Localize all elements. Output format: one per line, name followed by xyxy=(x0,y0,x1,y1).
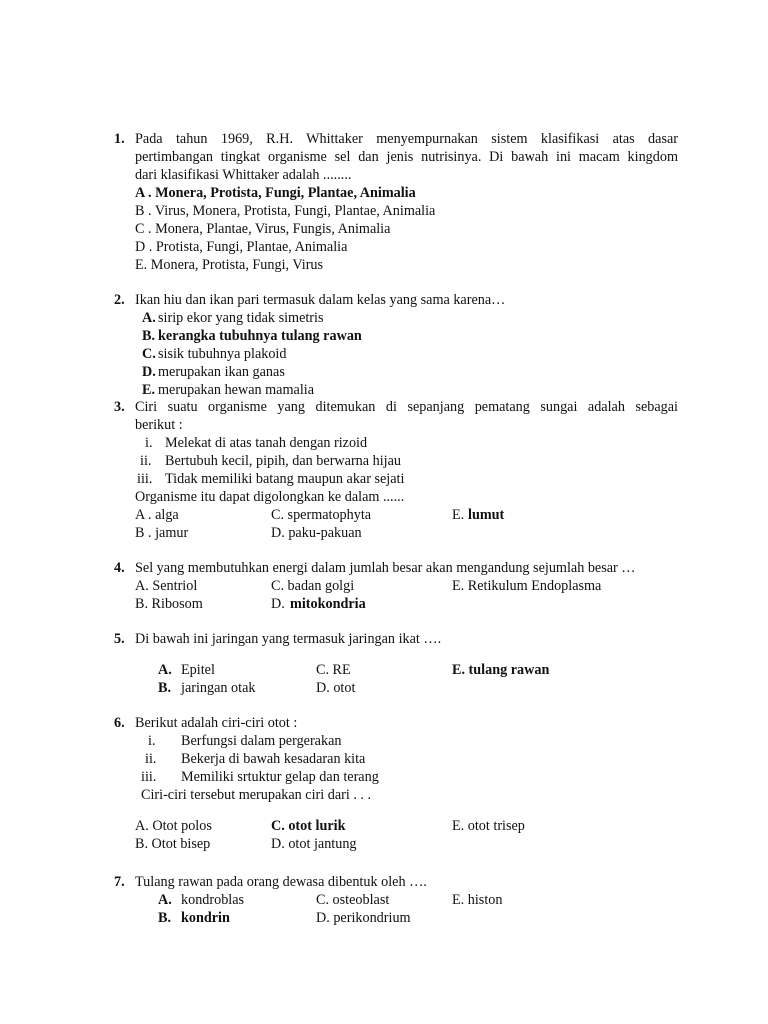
option-a-letter: A. xyxy=(142,310,156,326)
option-c: C. spermatophyta xyxy=(271,507,372,523)
option-e-letter: E. xyxy=(142,382,156,398)
question-closing: Ciri-ciri tersebut merupakan ciri dari . . . xyxy=(141,787,372,803)
question-closing: Organisme itu dapat digolongkan ke dalam ...... xyxy=(135,489,405,505)
question-stem-line: dari klasifikasi Whittaker adalah ........ xyxy=(135,167,352,183)
option-c-text: sisik tubuhnya plakoid xyxy=(158,346,287,362)
item-text: Memiliki srtuktur gelap dan terang xyxy=(181,769,379,785)
question-stem-line: Di bawah ini jaringan yang termasuk jaringan ikat …. xyxy=(135,631,442,647)
option-a-letter: A. xyxy=(158,662,172,678)
option-d: D. otot xyxy=(316,680,356,696)
item-roman: iii. xyxy=(137,471,153,487)
option-a-letter: A. xyxy=(158,892,172,908)
item-text: Tidak memiliki batang maupun akar sejati xyxy=(165,471,405,487)
option-b-text: kondrin xyxy=(181,910,230,926)
question-stem-line: Berikut adalah ciri-ciri otot : xyxy=(135,715,298,731)
question-stem-line: pertimbangan tingkat organisme sel dan jenis nutrisinya. Di bawah ini macam kingdom xyxy=(135,149,678,165)
question-stem-line: berikut : xyxy=(135,417,183,433)
option-c: C. osteoblast xyxy=(316,892,390,908)
option-e: E. Retikulum Endoplasma xyxy=(452,578,602,594)
option-d-letter: D. xyxy=(142,364,156,380)
question-number: 7. xyxy=(114,874,125,890)
option-c: C . Monera, Plantae, Virus, Fungis, Animalia xyxy=(135,221,391,237)
option-e-letter: E. xyxy=(452,507,465,523)
option-d: D. perikondrium xyxy=(316,910,411,926)
option-a: A . Monera, Protista, Fungi, Plantae, Animalia xyxy=(135,185,416,201)
item-text: Bertubuh kecil, pipih, dan berwarna hijau xyxy=(165,453,401,469)
option-a: A . alga xyxy=(135,507,179,523)
item-roman: ii. xyxy=(145,751,157,767)
option-b: B . jamur xyxy=(135,525,189,541)
option-b: B . Virus, Monera, Protista, Fungi, Plantae, Animalia xyxy=(135,203,436,219)
option-d: D . Protista, Fungi, Plantae, Animalia xyxy=(135,239,348,255)
question-number: 1. xyxy=(114,131,125,147)
option-d-text: mitokondria xyxy=(290,596,366,612)
option-b-text: jaringan otak xyxy=(181,680,256,696)
item-roman: i. xyxy=(148,733,156,749)
option-e-text: merupakan hewan mamalia xyxy=(158,382,314,398)
question-number: 4. xyxy=(114,560,125,576)
option-d: D. otot jantung xyxy=(271,836,357,852)
question-stem-line: Tulang rawan pada orang dewasa dibentuk oleh …. xyxy=(135,874,427,890)
option-a-text: sirip ekor yang tidak simetris xyxy=(158,310,324,326)
option-e: E. Monera, Protista, Fungi, Virus xyxy=(135,257,324,273)
question-number: 5. xyxy=(114,631,125,647)
option-d-text: merupakan ikan ganas xyxy=(158,364,285,380)
question-number: 3. xyxy=(114,399,125,415)
option-b: B. Otot bisep xyxy=(135,836,211,852)
option-b-text: kerangka tubuhnya tulang rawan xyxy=(158,328,362,344)
option-c: C. otot lurik xyxy=(271,818,346,834)
option-a: A. Otot polos xyxy=(135,818,212,834)
option-e: E. histon xyxy=(452,892,503,908)
item-text: Melekat di atas tanah dengan rizoid xyxy=(165,435,368,451)
option-e: E. otot trisep xyxy=(452,818,525,834)
question-stem-line: Ikan hiu dan ikan pari termasuk dalam kelas yang sama karena… xyxy=(135,292,506,308)
option-b: B. Ribosom xyxy=(135,596,203,612)
item-roman: iii. xyxy=(141,769,157,785)
item-text: Berfungsi dalam pergerakan xyxy=(181,733,342,749)
option-a: A. Sentriol xyxy=(135,578,198,594)
question-stem-line: Ciri suatu organisme yang ditemukan di sepanjang pematang sungai adalah sebagai xyxy=(135,399,678,415)
question-stem-line: Sel yang membutuhkan energi dalam jumlah besar akan mengandung sejumlah besar … xyxy=(135,560,636,576)
option-b-letter: B. xyxy=(158,910,172,926)
option-d-letter: D. xyxy=(271,596,285,612)
option-b-letter: B. xyxy=(142,328,156,344)
question-stem-line: Pada tahun 1969, R.H. Whittaker menyempurnakan sistem klasifikasi atas dasar xyxy=(135,131,678,147)
option-a-text: kondroblas xyxy=(181,892,245,908)
option-c: C. RE xyxy=(316,662,351,678)
option-e-text: lumut xyxy=(468,507,505,523)
question-number: 2. xyxy=(114,292,125,308)
question-number: 6. xyxy=(114,715,125,731)
option-c-letter: C. xyxy=(142,346,156,362)
item-roman: ii. xyxy=(140,453,152,469)
option-a-text: Epitel xyxy=(181,662,215,678)
item-roman: i. xyxy=(145,435,153,451)
item-text: Bekerja di bawah kesadaran kita xyxy=(181,751,366,767)
option-e: E. tulang rawan xyxy=(452,662,550,678)
option-c: C. badan golgi xyxy=(271,578,355,594)
option-d: D. paku-pakuan xyxy=(271,525,362,541)
option-b-letter: B. xyxy=(158,680,172,696)
